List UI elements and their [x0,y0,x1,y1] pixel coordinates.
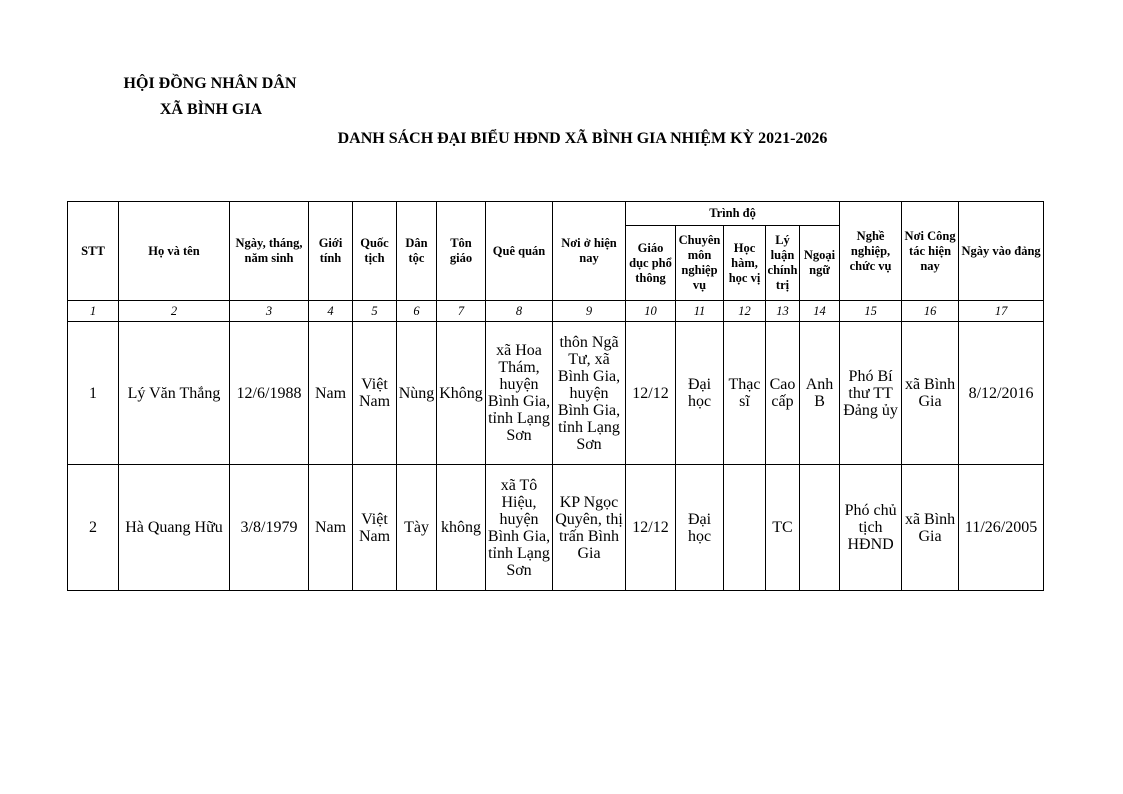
header-name: Họ và tên [119,202,230,301]
column-number: 6 [397,301,437,322]
cell-stt: 2 [68,465,119,591]
header-religion: Tôn giáo [437,202,486,301]
cell-ethnicity: Nùng [397,322,437,465]
cell-occupation: Phó chủ tịch HĐND [840,465,902,591]
column-number: 9 [553,301,626,322]
cell-foreign-language [800,465,840,591]
header-row-top [68,202,1044,226]
header-academic-degree: Học hàm, học vị [724,226,766,301]
column-number: 14 [800,301,840,322]
header-qualifications: Trình độ [626,202,840,226]
org-name: HỘI ĐỒNG NHÂN DÂN [123,75,297,92]
cell-birthdate: 12/6/1988 [230,322,309,465]
table-row [68,322,1044,465]
cell-stt: 1 [68,322,119,465]
cell-foreign-language: Anh B [800,322,840,465]
cell-name: Lý Văn Thắng [119,322,230,465]
cell-academic-degree [724,465,766,591]
column-number: 13 [766,301,800,322]
cell-professional: Đại học [676,322,724,465]
column-number: 3 [230,301,309,322]
column-number: 8 [486,301,553,322]
cell-name: Hà Quang Hữu [119,465,230,591]
column-number: 11 [676,301,724,322]
column-number: 5 [353,301,397,322]
column-number: 16 [902,301,959,322]
column-number: 7 [437,301,486,322]
cell-residence: KP Ngọc Quyên, thị trấn Bình Gia [553,465,626,591]
column-number: 2 [119,301,230,322]
header-ethnicity: Dân tộc [397,202,437,301]
header-gender: Giới tính [309,202,353,301]
header-residence: Nơi ở hiện nay [553,202,626,301]
cell-gender: Nam [309,465,353,591]
cell-occupation: Phó Bí thư TT Đảng ủy [840,322,902,465]
cell-party-date: 8/12/2016 [959,322,1044,465]
cell-ethnicity: Tày [397,465,437,591]
cell-workplace: xã Bình Gia [902,465,959,591]
delegate-table [67,201,1044,591]
org-commune: XÃ BÌNH GIA [159,101,263,118]
header-workplace: Nơi Công tác hiện nay [902,202,959,301]
header-birthdate: Ngày, tháng, năm sinh [230,202,309,301]
cell-nationality: Việt Nam [353,465,397,591]
cell-religion: Không [437,322,486,465]
table-row [68,465,1044,591]
header-stt: STT [68,202,119,301]
column-number: 1 [68,301,119,322]
header-nationality: Quốc tịch [353,202,397,301]
cell-general-education: 12/12 [626,322,676,465]
column-number: 12 [724,301,766,322]
header-general-education: Giáo dục phổ thông [626,226,676,301]
cell-religion: không [437,465,486,591]
cell-political-theory: Cao cấp [766,322,800,465]
header-professional: Chuyên môn nghiệp vụ [676,226,724,301]
cell-gender: Nam [309,322,353,465]
cell-general-education: 12/12 [626,465,676,591]
cell-political-theory: TC [766,465,800,591]
column-number: 10 [626,301,676,322]
cell-nationality: Việt Nam [353,322,397,465]
header-party-date: Ngày vào đảng [959,202,1044,301]
cell-birthdate: 3/8/1979 [230,465,309,591]
cell-party-date: 11/26/2005 [959,465,1044,591]
cell-professional: Đại học [676,465,724,591]
header-occupation: Nghề nghiệp, chức vụ [840,202,902,301]
cell-hometown: xã Tô Hiệu, huyện Bình Gia, tỉnh Lạng Sơn [486,465,553,591]
header-foreign-language: Ngoại ngữ [800,226,840,301]
document-title: DANH SÁCH ĐẠI BIỂU HĐND XÃ BÌNH GIA NHIỆM KỲ 2021-2026 [337,130,828,147]
column-number-row [68,301,1044,322]
header-hometown: Quê quán [486,202,553,301]
cell-academic-degree: Thạc sĩ [724,322,766,465]
cell-workplace: xã Bình Gia [902,322,959,465]
column-number: 17 [959,301,1044,322]
cell-residence: thôn Ngã Tư, xã Bình Gia, huyện Bình Gia, tỉnh Lạng Sơn [553,322,626,465]
header-political-theory: Lý luận chính trị [766,226,800,301]
cell-hometown: xã Hoa Thám, huyện Bình Gia, tỉnh Lạng Sơn [486,322,553,465]
column-number: 4 [309,301,353,322]
column-number: 15 [840,301,902,322]
